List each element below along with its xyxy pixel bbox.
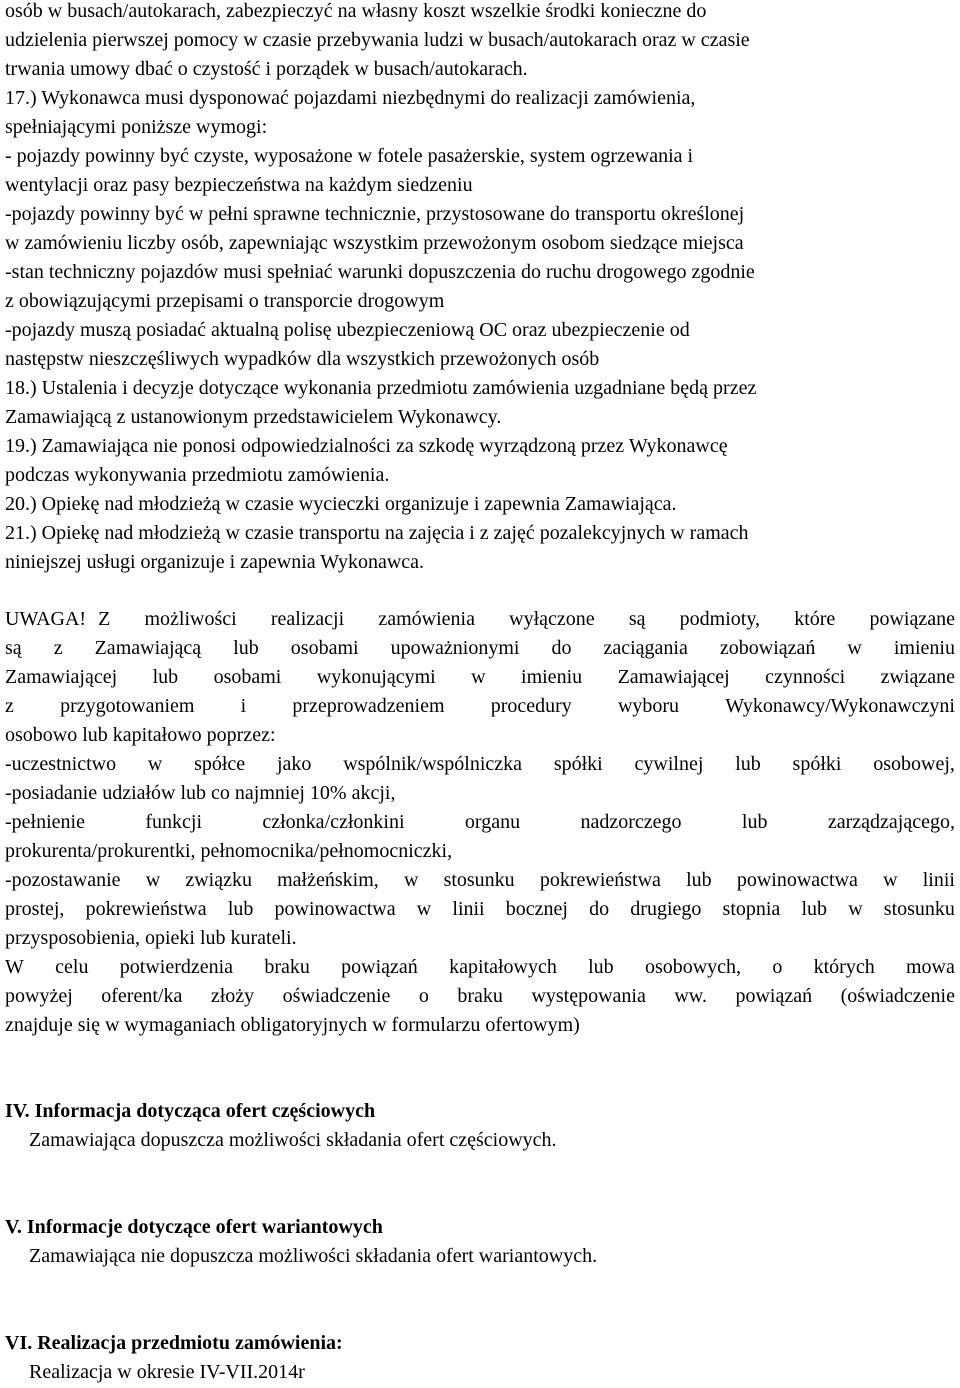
word: są [628,608,646,630]
word: o [772,956,783,978]
word: potwierdzenia [119,956,234,978]
word: powinowactwa [274,898,396,920]
word: z [53,637,63,659]
text-line: niniejszej usługi organizuje i zapewnia Wykonawca. [5,551,425,573]
word: linii [922,869,955,891]
text-line: -pojazdy powinny być w pełni sprawne technicznie, przystosowane do transportu określonej [5,203,745,225]
text-line: -stan techniczny pojazdów musi spełniać warunki dopuszczenia do ruchu drogowego zgodnie [5,261,755,283]
word: lub [233,637,259,659]
word: do [551,637,572,659]
word: są [5,637,22,659]
word: linii [452,898,485,920]
word: osobami [290,637,359,659]
word: lub [801,898,828,920]
word: wykonującymi [316,666,436,688]
word: zaciągania [603,637,688,659]
word: lub [588,956,614,978]
word: powinowactwa [736,869,858,891]
word: zamówienia [378,608,475,630]
uwaga-line: -posiadanie udziałów lub co najmniej 10% akcji, [5,782,396,804]
word: oświadczenie [282,985,391,1007]
word: mowa [906,956,955,978]
word: osobowych, [644,956,742,978]
word: zobowiązań [719,637,816,659]
section-v-body: Zamawiająca nie dopuszcza możliwości składania ofert wariantowych. [29,1245,598,1267]
word: realizacji [270,608,345,630]
section-vi-body: Realizacja w okresie IV-VII.2014r [29,1361,305,1383]
word: lub [741,811,768,833]
word: celu [55,956,89,978]
uwaga-first-line-rest [98,605,955,633]
word: Zamawiającej [5,666,118,688]
word: których [813,956,875,978]
word: W [5,956,24,978]
item-18-line: 18.) Ustalenia i decyzje dotyczące wykonania przedmiotu zamówienia uzgadniane będą przez [5,377,757,399]
word: braku [264,956,310,978]
uwaga-line [5,982,955,1010]
word: osobowej, [873,753,955,775]
text-line: -pojazdy muszą posiadać aktualną polisę ubezpieczeniową OC oraz ubezpieczenie od [5,319,690,341]
word: do [589,898,610,920]
uwaga-line [5,895,955,923]
item-17-line: 17.) Wykonawca musi dysponować pojazdami niezbędnymi do realizacji zamówienia, [5,87,696,109]
text-line: z obowiązującymi przepisami o transporcie drogowym [5,290,445,312]
uwaga-line [5,866,955,894]
word: stopnia [722,898,781,920]
section-iv-body: Zamawiająca dopuszcza możliwości składania ofert częściowych. [29,1129,557,1151]
word: wyłączone [509,608,595,630]
word: powiązań [735,985,813,1007]
word: i [240,695,247,717]
word: drugiego [630,898,702,920]
word: przygotowaniem [60,695,195,717]
word: lub [152,666,179,688]
word: stosunku [883,898,955,920]
word: funkcji [145,811,202,833]
word: pokrewieństwa [539,869,661,891]
word: jako [276,753,312,775]
word: przeprowadzeniem [292,695,445,717]
text-line: Zamawiającą z ustanowionym przedstawicielem Wykonawcy. [5,406,502,428]
word: czynności [765,666,846,688]
word: z [5,695,14,717]
word: imieniu [893,637,955,659]
word: -pełnienie [5,811,85,833]
word: zarządzającego, [827,811,955,833]
word: spółki [792,753,842,775]
word: -uczestnictwo [5,753,117,775]
word: w [403,869,419,891]
section-vi-heading: VI. Realizacja przedmiotu zamówienia: [5,1332,343,1354]
word: związane [880,666,955,688]
word: małżeńskim, [277,869,379,891]
word: spółce [194,753,246,775]
word: upoważnionymi [390,637,520,659]
uwaga-line [5,808,955,836]
word: podmioty, [679,608,761,630]
word: ww. [674,985,707,1007]
text-line: następstw nieszczęśliwych wypadków dla wszystkich przewożonych osób [5,348,600,370]
word: cywilnej [634,753,704,775]
word: które [794,608,836,630]
word: w [471,666,486,688]
item-21-line: 21.) Opiekę nad młodzieżą w czasie transportu na zajęcia i z zajęć pozalekcyjnych w ramach [5,522,749,544]
word: organu [464,811,521,833]
section-iv-heading: IV. Informacja dotycząca ofert częściowych [5,1100,376,1122]
section-v-heading: V. Informacje dotyczące ofert wariantowych [5,1216,383,1238]
word: w [848,898,863,920]
text-line: w zamówieniu liczby osób, zapewniając wszystkim przewożonym osobom siedzące miejsca [5,232,744,254]
word: osobami [213,666,282,688]
uwaga-line: prokurenta/prokurentki, pełnomocnika/pełnomocniczki, [5,840,453,862]
uwaga-line [5,663,955,691]
uwaga-line [5,692,955,720]
word: powiązań [341,956,418,978]
word: Zamawiającą [94,637,202,659]
word: lub [686,869,712,891]
word: prostej, [5,898,65,920]
uwaga-line [5,634,955,662]
word: spółki [553,753,603,775]
word: braku [457,985,503,1007]
word: nadzorczego [580,811,682,833]
word: Zamawiającej [617,666,730,688]
text-line: wentylacji oraz pasy bezpieczeństwa na każdym siedzeniu [5,174,473,196]
word: oferent/ka [101,985,183,1007]
word: w [883,869,898,891]
word: imieniu [521,666,583,688]
text-line: osób w busach/autokarach, zabezpieczyć na własny koszt wszelkie środki konieczne do [5,0,707,22]
uwaga-line [5,953,955,981]
text-line: podczas wykonywania przedmiotu zamówienia. [5,464,390,486]
uwaga-line [5,750,955,778]
item-20-line: 20.) Opiekę nad młodzieżą w czasie wycieczki organizuje i zapewnia Zamawiająca. [5,493,677,515]
uwaga-label: UWAGA! [5,608,87,630]
word: Z [98,608,111,630]
uwaga-line: osobowo lub kapitałowo poprzez: [5,724,276,746]
word: związku [185,869,252,891]
word: powiązane [869,608,955,630]
uwaga-line: znajduje się w wymaganiach obligatoryjnych w formularzu ofertowym) [5,1014,580,1036]
uwaga-first-line [5,605,955,633]
word: (oświadczenie [840,985,955,1007]
word: lub [735,753,761,775]
word: w [416,898,432,920]
word: złoży [210,985,255,1007]
word: procedury [490,695,572,717]
text-line: udzielenia pierwszej pomocy w czasie przebywania ludzi w busach/autokarach oraz w czasie [5,29,750,51]
item-19-line: 19.) Zamawiająca nie ponosi odpowiedzialności za szkodę wyrządzoną przez Wykonawcę [5,435,728,457]
word: o [418,985,429,1007]
uwaga-line: przysposobienia, opieki lub kurateli. [5,927,297,949]
word: kapitałowych [449,956,557,978]
word: w [147,753,163,775]
word: wspólnik/wspólniczka [343,753,523,775]
text-line: spełniającymi poniższe wymogi: [5,116,268,138]
word: Wykonawcy/Wykonawczyni [725,695,955,717]
word: w [145,869,161,891]
word: możliwości [144,608,237,630]
text-line: trwania umowy dbać o czystość i porządek w busach/autokarach. [5,58,528,80]
word: lub [227,898,254,920]
word: stosunku [443,869,515,891]
word: -pozostawanie [5,869,121,891]
word: pokrewieństwa [85,898,207,920]
text-line: - pojazdy powinny być czyste, wyposażone w fotele pasażerskie, system ogrzewania i [5,145,694,167]
word: w [847,637,862,659]
word: występowania [531,985,646,1007]
word: bocznej [505,898,568,920]
word: wyboru [617,695,680,717]
word: członka/członkini [262,811,405,833]
word: powyżej [5,985,73,1007]
